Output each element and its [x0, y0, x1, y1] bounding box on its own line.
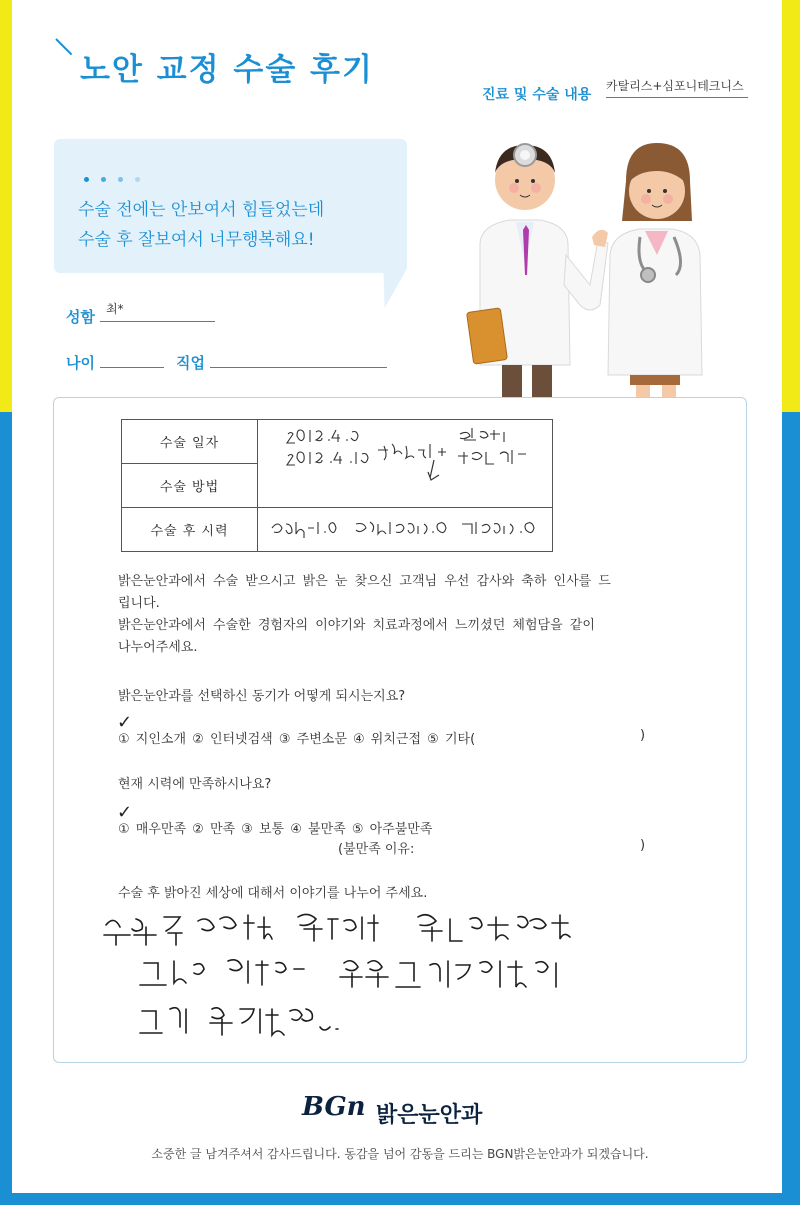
intro-line-4: 나누어주세요.	[118, 640, 198, 655]
dot-icon	[118, 177, 123, 182]
question-2-options: ① 매우만족 ② 만족 ③ 보통 ④ 불만족 ⑤ 아주불만족	[118, 822, 433, 837]
table-row	[122, 508, 553, 552]
bubble-dots	[84, 167, 152, 186]
intro-line-2: 립니다.	[118, 596, 160, 611]
checkmark-icon: ✓	[117, 712, 133, 733]
question-1-close-paren: )	[640, 728, 646, 743]
age-underline	[100, 367, 164, 368]
post-op-vision-cell	[258, 508, 553, 552]
page-title: 노안 교정 수술 후기	[80, 52, 374, 88]
surgery-date-label: 수술 일자	[122, 420, 258, 464]
name-label: 성함	[66, 308, 95, 326]
bgn-logo-mark: BGn	[302, 1092, 366, 1122]
job-underline	[210, 367, 387, 368]
post-op-vision-label: 수술 후 시력	[122, 508, 258, 552]
footer-thanks: 소중한 글 남겨주셔서 감사드립니다. 동감을 넘어 감동을 드리는 BGN밝은눈안과가 되겠습니다.	[151, 1147, 649, 1161]
male-doctor-figure	[467, 144, 608, 405]
checkmark-icon: ✓	[117, 802, 133, 823]
job-label: 직업	[176, 354, 205, 372]
question-2-close-paren: )	[640, 838, 646, 853]
age-label: 나이	[66, 354, 95, 372]
question-2: 현재 시력에 만족하시나요?	[118, 777, 272, 792]
table-row	[122, 420, 553, 464]
brand-name: 밝은눈안과	[376, 1103, 483, 1128]
question-3: 수술 후 밝아진 세상에 대해서 이야기를 나누어 주세요.	[118, 886, 428, 901]
female-doctor-figure	[608, 143, 702, 413]
dot-icon	[135, 177, 140, 182]
name-value: 최*	[106, 302, 124, 316]
speech-bubble	[54, 139, 407, 273]
treatment-label: 진료 및 수술 내용	[482, 87, 592, 103]
intro-line-1: 밝은눈안과에서 수술 받으시고 밝은 눈 찾으신 고객님 우선 감사와 축하 인사를 드	[118, 574, 611, 589]
bubble-line-1: 수술 전에는 안보여서 힘들었는데	[78, 200, 325, 220]
surgery-info-table	[121, 419, 553, 552]
handwriting-vision	[258, 508, 554, 552]
question-1: 밝은눈안과를 선택하신 동기가 어떻게 되시는지요?	[118, 689, 406, 704]
question-2-reason: (불만족 이유:	[338, 842, 415, 857]
dot-icon	[84, 177, 89, 182]
handwritten-answer	[100, 905, 640, 1045]
dot-icon	[101, 177, 106, 182]
handwriting-date-method	[258, 420, 554, 508]
question-1-options: ① 지인소개 ② 인터넷검색 ③ 주변소문 ④ 위치근접 ⑤ 기타(	[118, 732, 476, 747]
name-underline	[100, 321, 215, 322]
intro-line-3: 밝은눈안과에서 수술한 경험자의 이야기와 치료과정에서 느끼셨던 체험담을 같이	[118, 618, 595, 633]
doctors-illustration	[440, 125, 780, 415]
bubble-line-2: 수술 후 잘보여서 너무행복해요!	[78, 230, 315, 250]
treatment-value: 카탈리스+심포니테크니스	[606, 77, 748, 98]
surgery-method-label: 수술 방법	[122, 464, 258, 508]
surgery-date-method-cell	[258, 420, 553, 508]
